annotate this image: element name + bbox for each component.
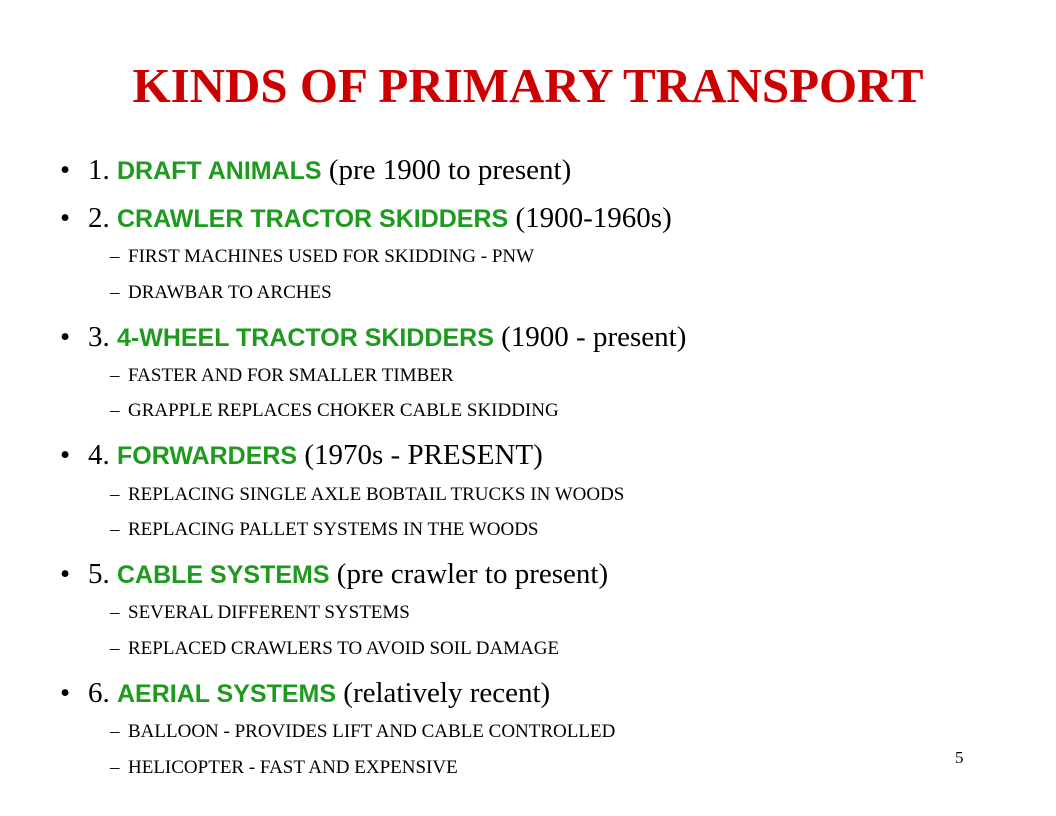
- bullet-keyword: DRAFT ANIMALS: [117, 157, 322, 185]
- bullet-keyword: CABLE SYSTEMS: [117, 561, 330, 589]
- sub-bullet-dash: –: [110, 602, 120, 623]
- sub-bullet-dash: –: [110, 638, 120, 659]
- bullet-item: [60, 200, 672, 237]
- bullet-number: 5.: [88, 558, 117, 590]
- sub-bullet-dash: –: [110, 484, 120, 505]
- sub-bullet-text: GRAPPLE REPLACES CHOKER CABLE SKIDDING: [128, 400, 559, 421]
- bullet-keyword: AERIAL SYSTEMS: [117, 680, 337, 708]
- bullet-dot: •: [60, 154, 71, 186]
- bullet-detail: (1900 - present): [493, 321, 687, 353]
- bullet-item: [60, 319, 686, 356]
- sub-bullet-item: [110, 245, 534, 269]
- bullet-dot: •: [60, 202, 71, 234]
- bullet-item: [60, 152, 571, 189]
- bullet-detail: (pre 1900 to present): [321, 154, 572, 186]
- sub-bullet-dash: –: [110, 400, 120, 421]
- sub-bullet-dash: –: [110, 365, 120, 386]
- sub-bullet-text: BALLOON - PROVIDES LIFT AND CABLE CONTROLLED: [128, 721, 616, 742]
- bullet-number: 3.: [88, 321, 117, 353]
- bullet-detail: (pre crawler to present): [329, 558, 609, 590]
- sub-bullet-item: [110, 637, 559, 661]
- bullet-item: [60, 437, 543, 474]
- bullet-keyword: CRAWLER TRACTOR SKIDDERS: [117, 205, 509, 233]
- sub-bullet-item: [110, 720, 615, 744]
- sub-bullet-dash: –: [110, 757, 120, 778]
- sub-bullet-item: [110, 483, 624, 507]
- bullet-number: 2.: [88, 202, 117, 234]
- bullet-keyword: FORWARDERS: [117, 442, 298, 470]
- sub-bullet-text: SEVERAL DIFFERENT SYSTEMS: [128, 602, 410, 623]
- bullet-number: 6.: [88, 677, 117, 709]
- bullet-number: 4.: [88, 439, 117, 471]
- sub-bullet-dash: –: [110, 246, 120, 267]
- sub-bullet-item: [110, 364, 454, 388]
- bullet-number: 1.: [88, 154, 117, 186]
- sub-bullet-text: REPLACED CRAWLERS TO AVOID SOIL DAMAGE: [128, 638, 560, 659]
- sub-bullet-text: HELICOPTER - FAST AND EXPENSIVE: [128, 757, 458, 778]
- sub-bullet-text: FIRST MACHINES USED FOR SKIDDING - PNW: [128, 246, 535, 267]
- sub-bullet-item: [110, 518, 538, 542]
- sub-bullet-dash: –: [110, 282, 120, 303]
- bullet-dot: •: [60, 439, 71, 471]
- sub-bullet-text: DRAWBAR TO ARCHES: [128, 282, 332, 303]
- slide-title: KINDS OF PRIMARY TRANSPORT: [132, 58, 924, 113]
- bullet-dot: •: [60, 558, 71, 590]
- bullet-item: [60, 675, 550, 712]
- sub-bullet-text: REPLACING SINGLE AXLE BOBTAIL TRUCKS IN WOODS: [128, 484, 625, 505]
- sub-bullet-dash: –: [110, 519, 120, 540]
- bullet-dot: •: [60, 321, 71, 353]
- bullet-item: [60, 556, 608, 593]
- bullet-detail: (1900-1960s): [508, 202, 672, 234]
- sub-bullet-item: [110, 601, 410, 625]
- sub-bullet-item: [110, 281, 332, 305]
- sub-bullet-item: [110, 756, 458, 780]
- page-number: 5: [955, 748, 964, 767]
- bullet-keyword: 4-WHEEL TRACTOR SKIDDERS: [117, 324, 494, 352]
- bullet-detail: (relatively recent): [336, 677, 551, 709]
- bullet-detail: (1970s - PRESENT): [297, 439, 543, 471]
- sub-bullet-dash: –: [110, 721, 120, 742]
- sub-bullet-item: [110, 399, 559, 423]
- sub-bullet-text: FASTER AND FOR SMALLER TIMBER: [128, 365, 454, 386]
- bullet-dot: •: [60, 677, 71, 709]
- sub-bullet-text: REPLACING PALLET SYSTEMS IN THE WOODS: [128, 519, 539, 540]
